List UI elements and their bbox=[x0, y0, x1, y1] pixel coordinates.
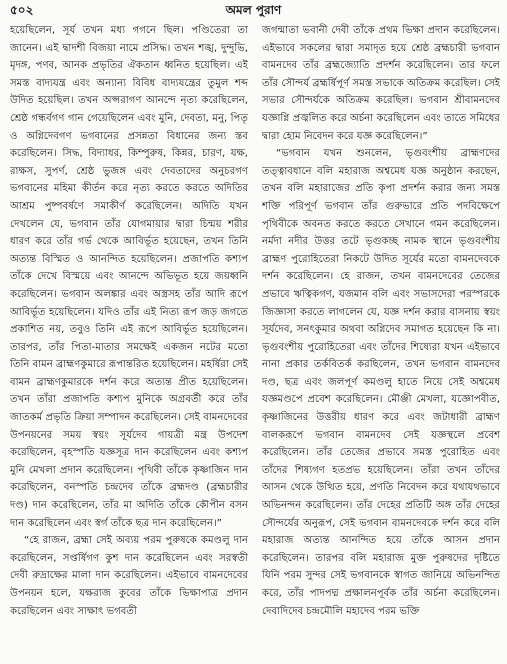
running-title: অমল পুরাণ bbox=[225, 3, 282, 17]
right-paragraph-1: জগন্মাতা ভবানী দেবী তাঁকে প্রথম ভিক্ষা প্রদান করেছিলেন। এইভাবে সকলের দ্বারা সমাদৃত হয়ে শ্রেষ্ঠ ব্রহ্মচারী ভগবান বামনদেব তাঁর ব্রহ্মজ্যোতি প্রদর্শন করেছিলেন। তার ফলে তাঁর সৌন্দর্য ব্রহ্মর্ষিপূর্ণ সমস্ত সভাকে অতিক্রম করেছিল। সেই সভার সৌন্দর্যকে অতিক্রম করেছিল। ভগবান শ্রীবামনদেব যজ্ঞাগ্নি প্রজ্বলিত করে অর্চনা করেছিলেন এবং তাতে সমিধের দ্বারা হোম নিবেদন করে যজ্ঞ করেছিলেন।” bbox=[262, 25, 500, 142]
right-paragraph-2: “ভগবান যখন শুনলেন, ভৃগুবংশীয় ব্রাহ্মণদের তত্ত্বাবধানে বলি মহারাজ অশ্বমেধ যজ্ঞ অনুষ্ঠান করছেন, তখন বলি মহারাজের প্রতি কৃপা প্রদর্শন করার জন্য সমস্ত শক্তি পরিপূর্ণ ভগবান তাঁর গুরুভারে প্রতি পদবিক্ষেপে পৃথিবীকে অবনত করতে করতে সেখানে গমন করেছিলেন। নর্মদা নদীর উত্তর তটে ভৃগুকচ্ছ নামক স্থানে ভৃগুবংশীয় ব্রাহ্মণ পুরোহিতেরা নিকটে উদিত সূর্যের মতো বামনদেবকে দর্শন করেছিলেন। হে রাজন, তখন বামনদেবের তেজের প্রভাবে ঋত্বিকগণ, যজমান বলি এবং সভাসদেরা পরস্পরকে জিজ্ঞাসা করতে লাগলেন যে, যজ্ঞ দর্শন করার বাসনায় স্বয়ং সূর্যদেব, সনৎকুমার অথবা অগ্নিদেব সমাগত হয়েছেন কি না। ভৃগুবংশীয় পুরোহিতেরা এবং তাঁদের শিষ্যেরা যখন এইভাবে নানা প্রকার তর্কবিতর্ক করছিলেন, তখন ভগবান বামনদেব দণ্ড, ছত্র এবং জলপূর্ণ কমণ্ডলু হাতে নিয়ে সেই অশ্বমেধ যজ্ঞমণ্ডপে প্রবেশ করেছিলেন। মৌঞ্জী মেখলা, যজ্ঞোপবীত, কৃষ্ণাজিনের উত্তরীয় ধারণ করে এবং জটাধারী ব্রাহ্মণ বালকরূপে ভগবান বামনদেব সেই যজ্ঞস্থলে প্রবেশ করেছিলেন। তাঁর তেজের প্রভাবে সমস্ত পুরোহিত এবং তাঁদের শিষ্যগণ হতপ্রভ হয়েছিলেন। তাঁরা তখন তাঁদের আসন থেকে উত্থিত হয়ে, প্রণতি নিবেদন করে যথাযথভাবে অভিনন্দন করেছিলেন। তাঁর দেহের প্রতিটি অঙ্গ তাঁর দেহের সৌন্দর্যের অনুরূপ, সেই ভগবান বামনদেবকে দর্শন করে বলি মহারাজ অত্যন্ত আনন্দিত হয়ে তাঁকে আসন প্রদান করেছিলেন। তারপর বলি মহারাজ মুক্ত পুরুষদের দৃষ্টিতে যিনি পরম সুন্দর সেই ভগবানকে স্বাগত জানিয়ে অভিনন্দিত করে, তাঁর পাদপদ্ম প্রক্ষালনপূর্বক তাঁর অর্চনা করেছিলেন। দেবাদিদেব চন্দ্রমৌলি মহাদেব পরম ভক্তি bbox=[262, 148, 500, 617]
left-column bbox=[10, 22, 248, 658]
left-paragraph-2: “হে রাজন, ব্রহ্মা সেই অব্যয় পরম পুরুষকে কমণ্ডলু দান করেছিলেন, সপ্তর্ষিগণ কুশ দান করেছিলেন এবং সরস্বতী দেবী রুদ্রাক্ষের মালা দান করেছিলেন। এইভাবে বামনদেবের উপনয়ন হলে, যক্ষরাজ কুবের তাঁকে ভিক্ষাপাত্র প্রদান করেছিলেন এবং সাক্ষাৎ ভগবতী bbox=[10, 535, 248, 617]
right-column bbox=[262, 22, 500, 658]
left-paragraph-1: হয়েছিলেন, সূর্য তখন মধ্য গগনে ছিল। পণ্ডিতেরা তা জানেন। এই দ্বাদশী বিজয়া নামে প্রসিদ্ধ। তখন শঙ্খ, দুন্দুভি, মৃদঙ্গ, পণব, আনক প্রভৃতির ঐকতান ধ্বনিত হয়েছিল। এই সমস্ত বাদ্যযন্ত্র এবং অন্যান্য বিবিধ বাদ্যযন্ত্রের তুমুল শব্দ উদিত হয়েছিল। তখন অপ্সরাগণ আনন্দে নৃত্য করেছিলেন, শ্রেষ্ঠ গন্ধর্বগণ গান গেয়েছিলেন এবং মুনি, দেবতা, মনু, পিতৃ ও অগ্নিদেবগণ ভগবানের প্রসন্নতা বিধানের জন্য স্তব করেছিলেন। সিদ্ধ, বিদ্যাধর, কিম্পুরুষ, কিন্নর, চারণ, যক্ষ, রাক্ষস, সুপর্ণ, শ্রেষ্ঠ ভুজঙ্গ এবং দেবতাদের অনুচরগণ ভগবানের মহিমা কীর্তন করে নৃত্য করতে করতে অদিতির আশ্রম পুষ্পবর্ষণে সমাকীর্ণ করেছিলেন। অদিতি যখন দেখলেন যে, ভগবান তাঁর যোগমায়ার দ্বারা চিন্ময় শরীর ধারণ করে তাঁর গর্ভ থেকে আবির্ভূত হয়েছেন, তখন তিনি অত্যন্ত বিস্মিত ও আনন্দিত হয়েছিলেন। প্রজাপতি কশ্যপ তাঁকে দেখে বিস্ময়ে এবং আনন্দে অভিভূত হয়ে জয়ধ্বনি করেছিলেন। ভগবান অলঙ্কার এবং অস্ত্রসহ তাঁর আদি রূপে আবির্ভূত হয়েছিলেন। যদিও তাঁর এই নিত্য রূপ জড় জগতে প্রকাশিত নয়, তবুও তিনি এই রূপে আবির্ভূত হয়েছিলেন। তারপর, তাঁর পিতা-মাতার সমক্ষেই একজন নটের মতো তিনি বামন ব্রাহ্মণকুমারে রূপান্তরিত হয়েছিলেন। মহর্ষিরা সেই বামন ব্রাহ্মণকুমারকে দর্শন করে অত্যন্ত প্রীত হয়েছিলেন। তখন তাঁরা প্রজাপতি কশ্যপ মুনিকে অগ্রবর্তী করে তাঁর জাতকর্ম প্রভৃতি ক্রিয়া সম্পাদন করেছিলেন। সেই বামনদেবের উপনয়নের সময় স্বয়ং সূর্যদেব গায়ত্রী মন্ত্র উপদেশ করেছিলেন, বৃহস্পতি যজ্ঞসূত্র দান করেছিলেন এবং কশ্যপ মুনি মেখলা প্রদান করেছিলেন। পৃথিবী তাঁকে কৃষ্ণাজিন দান করেছিলেন, বনস্পতি চন্দ্রদেব তাঁকে ব্রহ্মদণ্ড (ব্রহ্মচারীর দণ্ড) দান করেছিলেন, তাঁর মা অদিতি তাঁকে কৌপীন বসন দান করেছিলেন এবং স্বর্গ তাঁকে ছত্র দান করেছিলেন।” bbox=[10, 25, 248, 529]
page-header bbox=[10, 2, 497, 20]
page-number: ৫০২ bbox=[10, 3, 34, 17]
